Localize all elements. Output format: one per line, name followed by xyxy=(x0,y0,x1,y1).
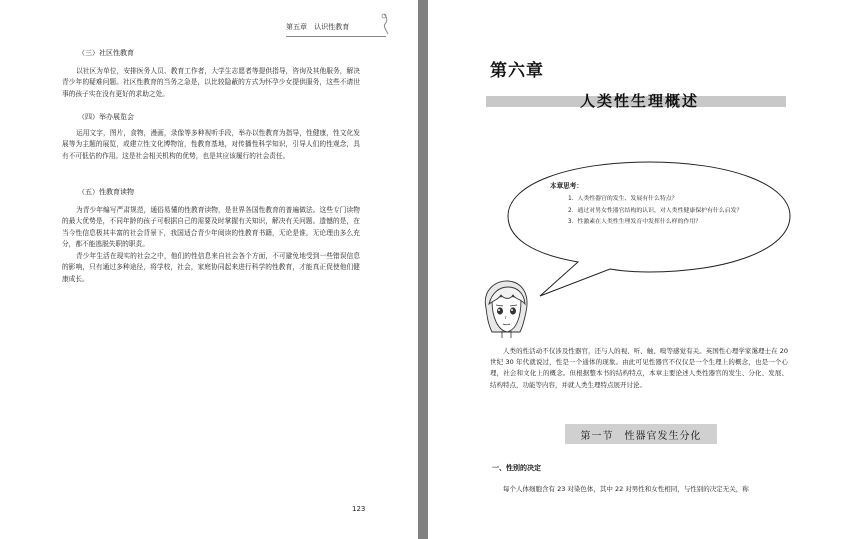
running-header xyxy=(286,22,386,37)
chapter-title: 人类性生理概述 xyxy=(580,92,700,110)
running-header-title: 认识性教育 xyxy=(314,23,350,31)
question-item-1: 1．人类性器官的发生、发展有什么特点？ xyxy=(568,196,678,202)
paragraph-reading-1: 为青少年编写严肃规范，通俗易懂的性教育读物，是世界各国性教育的普遍做法。这些专门读物的最大优势是，不同年龄的孩子可根据自己的需要及时掌握有关知识，解决有关问题。遗憾的是，在当今性信息极其丰富的社会背景下，我国适合青少年阅读的性教育书籍，无论是谁，无论理由多么充分，都不能逃脱失职的职责。 xyxy=(62,206,360,249)
chapter-number: 第六章 xyxy=(490,61,544,81)
question-item-2: 2．通过对男女性器官结构的认识，对人类性健康保护有什么启发？ xyxy=(568,207,743,214)
section-heading-reading: （五）性教育读物 xyxy=(78,188,134,196)
running-header-chapter: 第五章 xyxy=(286,23,307,31)
paragraph-reading-2: 青少年生活在现实的社会之中，他们的性信息来自社会各个方面，不可避免地受到一些错误信息的影响，只有通过多种途径，将学校，社会，家庭协同起来进行科学的性教育，才能真正促使他们健康成长。 xyxy=(62,252,360,283)
questions-title: 本章思考： xyxy=(550,182,583,190)
cartoon-girl-icon xyxy=(480,278,532,340)
paragraph-community: 以社区为单位，安排医务人员、教育工作者，大学生志愿者等提供指导，咨询及其他服务，解决青少年的疑难问题。社区性教育的当务之急是，以比较隐蔽的方式为怀孕少女提供服务，这些不请世事的孩子实在没有更好的求助之处。 xyxy=(62,67,360,98)
question-item-3: 3．性激素在人类性生理发育中发挥什么样的作用？ xyxy=(568,219,702,225)
left-page xyxy=(0,0,418,539)
section-heading-community: （三）社区性教育 xyxy=(78,49,134,57)
page-number: 123 xyxy=(352,505,366,513)
section-title: 第一节 性器官发生分化 xyxy=(565,424,717,444)
figure-ornament-icon xyxy=(376,12,392,36)
intro-paragraph: 人类的性活动不仅涉及性器官，还与人的视、听、触、嗅等感觉有关。英国性心理学家霭理士在 20 世纪 30 年代就说过，性是一个通体的现象。由此可见性器官不仅仅是一个生理上的概念，也是一个心理，社会和文化上的概念。但根据整本书的结构特点，本章主要论述人类性器官的发生、分化、发展、结构特点，功能等内容，并就人类生理特点展开讨论。 xyxy=(490,347,788,389)
questions-box xyxy=(552,180,782,229)
partial-paragraph-line: 每个人体细胞含有 23 对染色体，其中 22 对男性和女性相同，与性别的决定无关，称 xyxy=(503,485,749,493)
right-page xyxy=(428,0,847,539)
paragraph-exhibition: 运用文字，图片，食物，漫画，录像等多种视听手段，举办以性教育为指导，性健康，性文化发展等为主题的展览，或建立性文化博物馆，性教育基地，对传播性科学知识，引导人们的性观念，具有不可低估的作用。这是社会相关机构的优势，也是其应该履行的社会责任。 xyxy=(62,129,360,160)
section-heading-exhibition: （四）举办展览会 xyxy=(78,113,134,121)
subsection-heading: 一、性别的决定 xyxy=(492,464,541,472)
